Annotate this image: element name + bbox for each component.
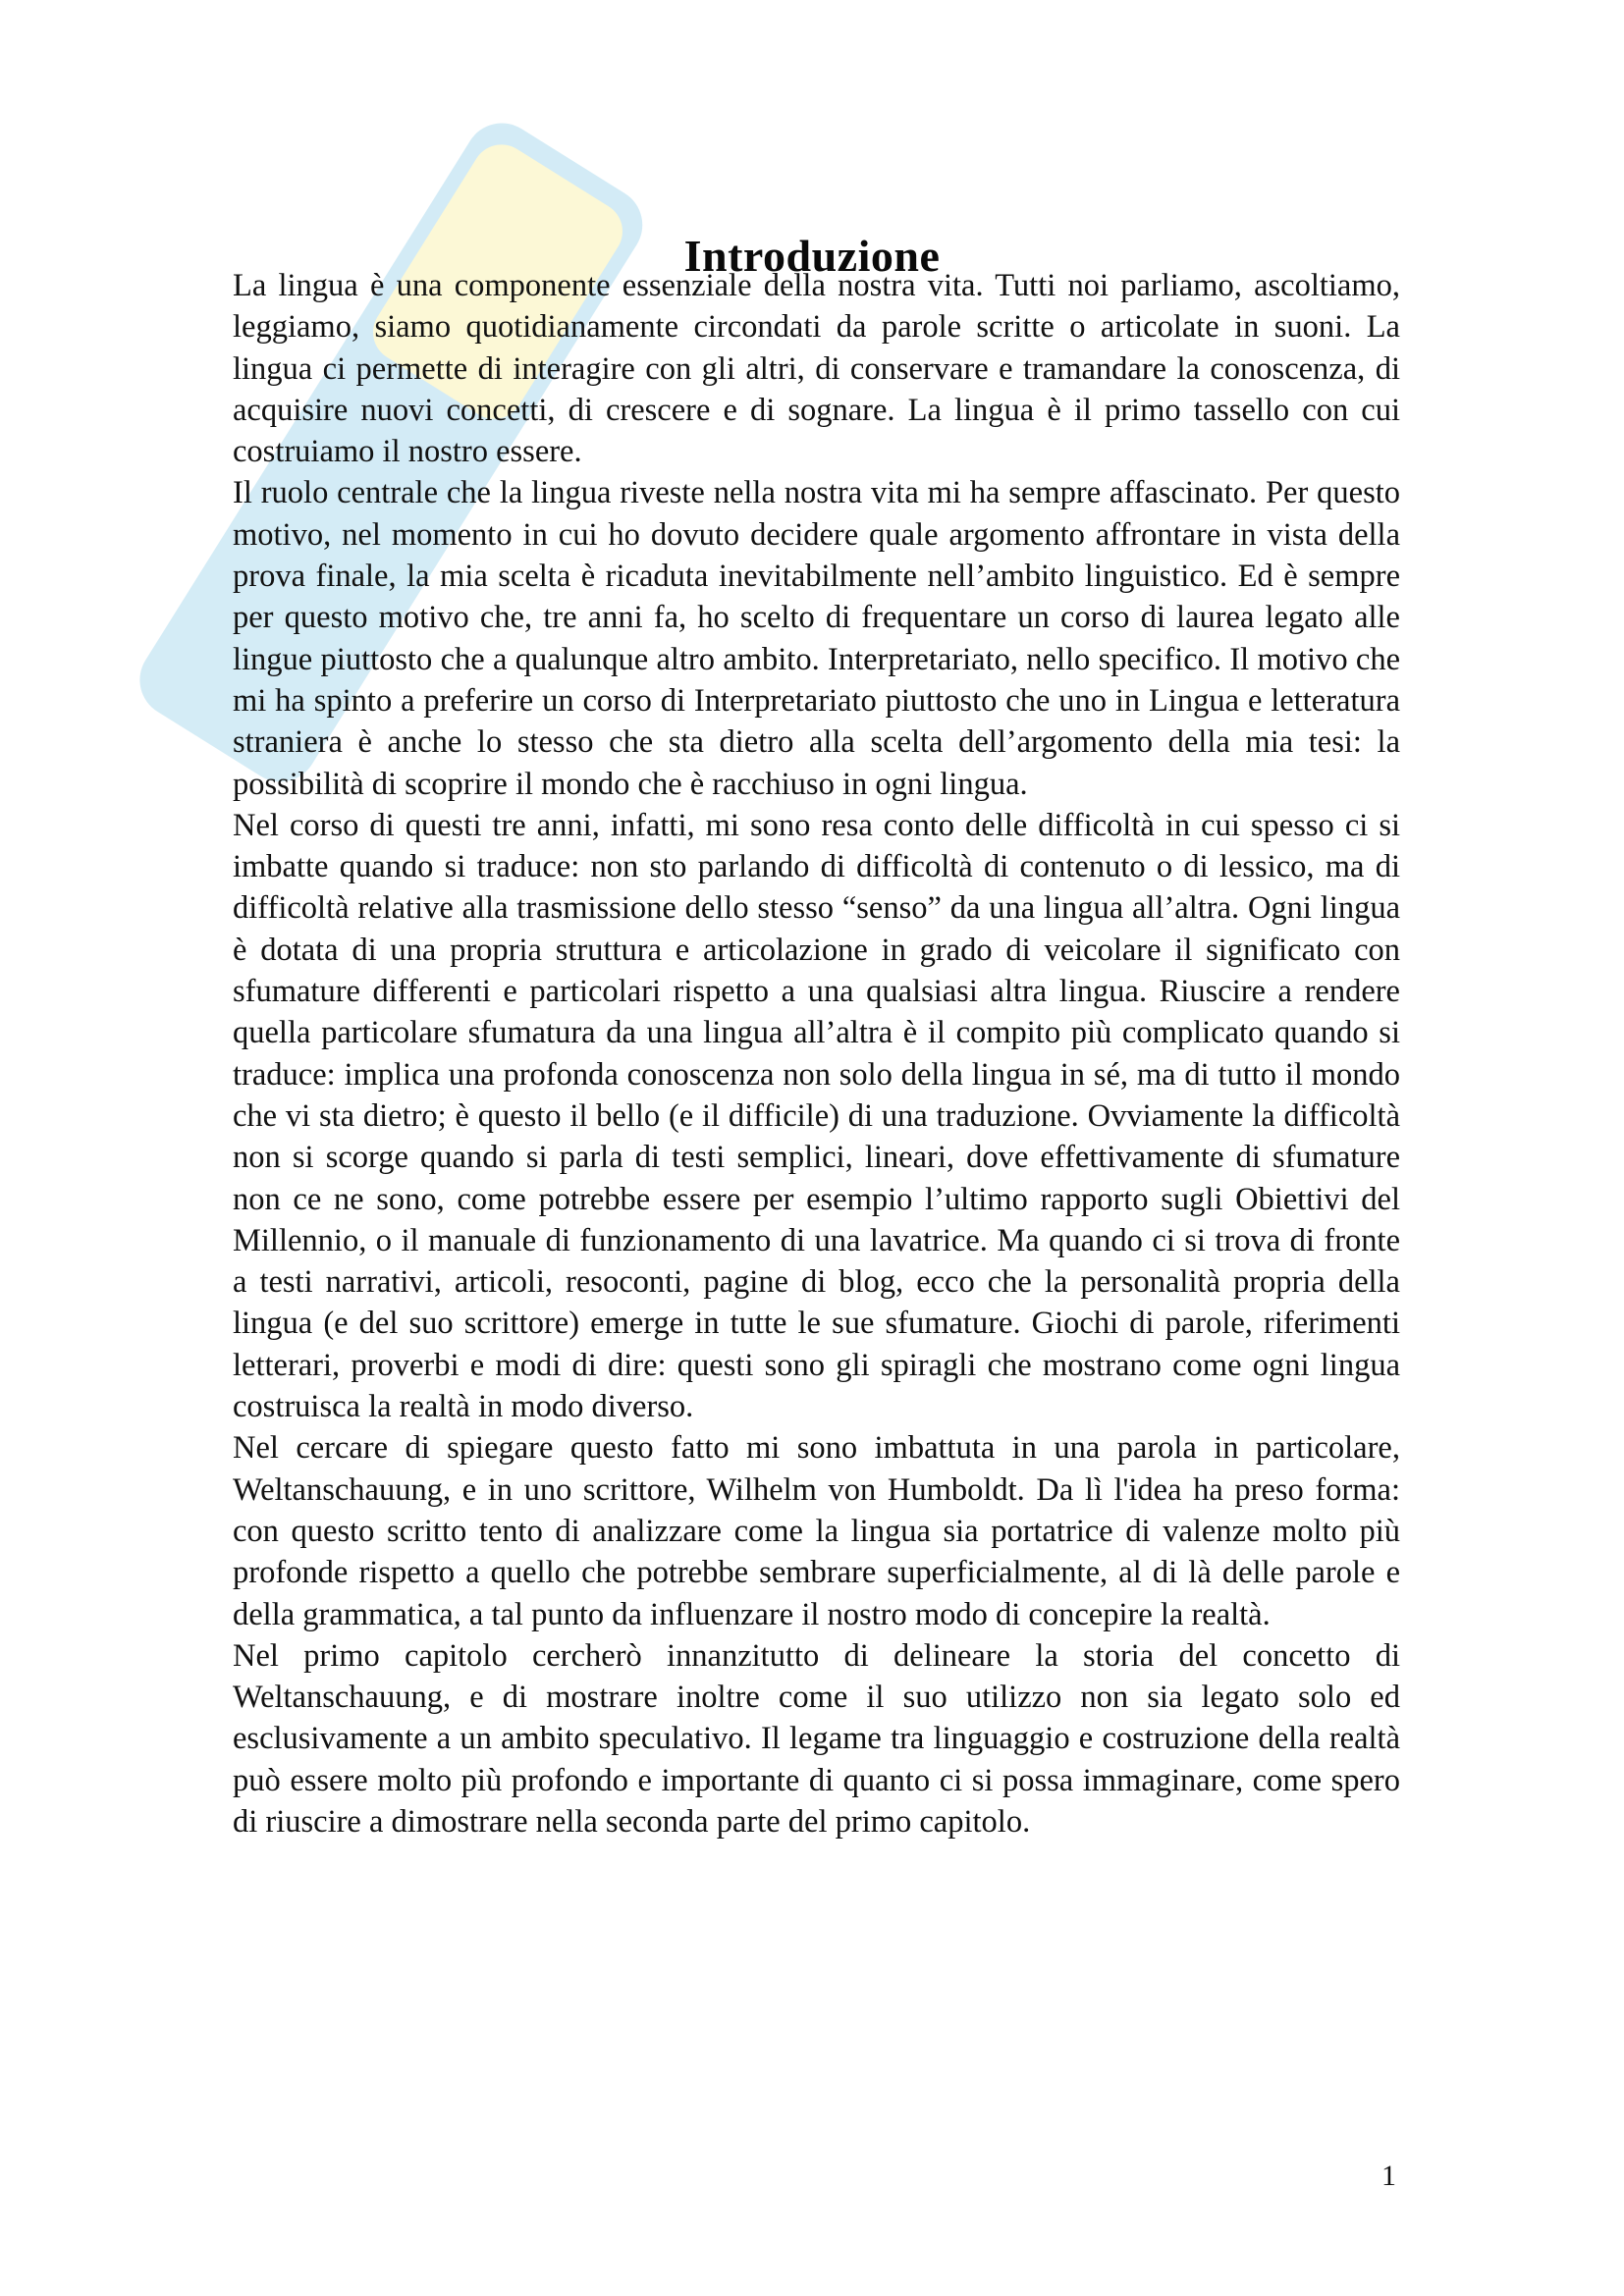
paragraph: La lingua è una componente essenziale della nostra vita. Tutti noi parliamo, ascoltiamo, leggiamo, siamo quotidianamente circondati da parole scritte o articolate in suoni. La lingua ci permette di interagire con gli altri, di conservare e tramandare la conoscenza, di acquisire nuovi concetti, di crescere e di sognare. La lingua è il primo tassello con cui costruiamo il nostro essere. xyxy=(233,268,1400,470)
paragraph: Nel cercare di spiegare questo fatto mi sono imbattuta in una parola in particolare, Weltanschauung, e in uno scrittore, Wilhelm von Humboldt. Da lì l'idea ha preso forma: con questo scritto tento di analizzare come la lingua sia portatrice di valenze molto più profonde rispetto a quello che potrebbe sembrare superficialmente, al di là delle parole e della grammatica, a tal punto da influenzare il nostro modo di concepire la realtà. xyxy=(233,1430,1400,1632)
paragraph: Nel primo capitolo cercherò innanzitutto di delineare la storia del concetto di Weltanschauung, e di mostrare inoltre come il suo utilizzo non sia legato solo ed esclusivamente a un ambito speculativo. Il legame tra linguaggio e costruzione della realtà può essere molto più profondo e importante di quanto ci si possa immaginare, come spero di riuscire a dimostrare nella seconda parte del primo capitolo. xyxy=(233,1637,1400,1840)
paragraph: Nel corso di questi tre anni, infatti, mi sono resa conto delle difficoltà in cui spesso ci si imbatte quando si traduce: non sto parlando di difficoltà di contenuto o di lessico, ma di difficoltà relative alla trasmissione dello stesso “senso” da una lingua all’altra. Ogni lingua è dotata di una propria struttura e articolazione in grado di veicolare il significato con sfumature differenti e particolari rispetto a una qualsiasi altra lingua. Riuscire a rendere quella particolare sfumatura da una lingua all’altra è il compito più complicato quando si traduce: implica una profonda conoscenza non solo della lingua in sé, ma di tutto il mondo che vi sta dietro; è questo il bello (e il difficile) di una traduzione. Ovviamente la difficoltà non si scorge quando si parla di testi semplici, lineari, dove effettivamente di sfumature non ce ne sono, come potrebbe essere per esempio l’ultimo rapporto sugli Obiettivi del Millennio, o il manuale di funzionamento di una lavatrice. Ma quando ci si trova di fronte a testi narrativi, articoli, resoconti, pagine di blog, ecco che la personalità propria della lingua (e del suo scrittore) emerge in tutte le sue sfumature. Giochi di parole, riferimenti letterari, proverbi e modi di dire: questi sono gli spiragli che mostrano come ogni lingua costruisca la realtà in modo diverso. xyxy=(233,807,1400,1425)
body-text xyxy=(233,265,1400,1842)
page-title: Introduzione xyxy=(683,230,941,281)
paragraph: Il ruolo centrale che la lingua riveste nella nostra vita mi ha sempre affascinato. Per questo motivo, nel momento in cui ho dovuto decidere quale argomento affrontare in vista della prova finale, la mia scelta è ricaduta inevitabilmente nell’ambito linguistico. Ed è sempre per questo motivo che, tre anni fa, ho scelto di frequentare un corso di laurea legato alle lingue piuttosto che a qualunque altro ambito. Interpretariato, nello specifico. Il motivo che mi ha spinto a preferire un corso di Interpretariato piuttosto che uno in Lingua e letteratura straniera è anche lo stesso che sta dietro alla scelta dell’argomento della mia tesi: la possibilità di scoprire il mondo che è racchiuso in ogni lingua. xyxy=(233,475,1400,802)
page-number: 1 xyxy=(1381,2160,1396,2192)
